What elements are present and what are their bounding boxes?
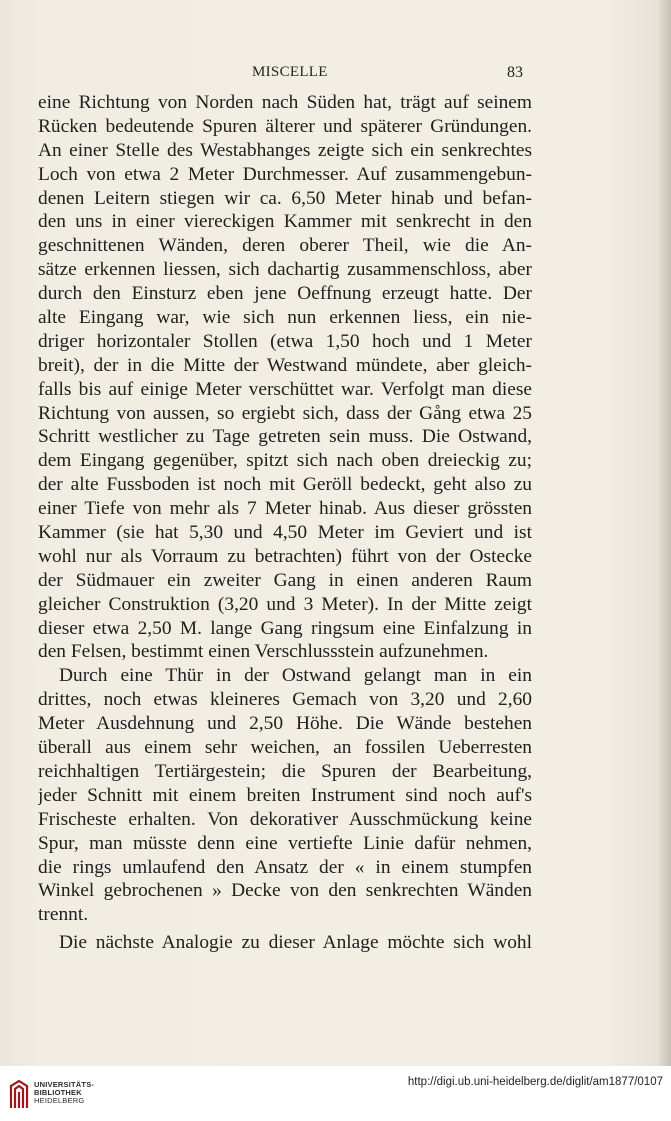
library-name-line: UNIVERSITÄTS-	[34, 1080, 95, 1089]
text-line: Durch eine Thür in der Ostwand gelangt man in ein	[59, 665, 532, 687]
digitization-footer	[0, 1066, 671, 1121]
text-line: sätze erkennen liessen, sich dachartig zusammenschloss, aber	[38, 259, 532, 281]
text-line: drittes, noch etwas kleineres Gemach von 3,20 und 2,60	[38, 689, 532, 711]
text-line: denen Leitern stiegen wir ca. 6,50 Meter hinab und befan-	[38, 187, 532, 209]
text-line: dieser etwa 2,50 M. lange Gang ringsum eine Einfalzung in	[38, 617, 532, 639]
text-line: Loch von etwa 2 Meter Durchmesser. Auf zusammengebun-	[38, 163, 532, 185]
text-line: Meter Ausdehnung und 2,50 Höhe. Die Wände bestehen	[38, 713, 532, 735]
text-line: reichhaltigen Tertiärgestein; die Spuren der Bearbeitung,	[38, 760, 532, 782]
text-line: Frischeste erhalten. Von dekorativer Ausschmückung keine	[38, 808, 532, 830]
text-line: driger horizontaler Stollen (etwa 1,50 hoch und 1 Meter	[38, 330, 532, 352]
text-line: einer Tiefe von mehr als 7 Meter hinab. Aus dieser grössten	[38, 498, 532, 520]
text-line: der Südmauer ein zweiter Gang in einen anderen Raum	[38, 569, 532, 591]
text-line: Die nächste Analogie zu dieser Anlage möchte sich wohl	[59, 932, 532, 954]
text-line: den Felsen, bestimmt einen Verschlussstein aufzunehmen.	[38, 641, 489, 663]
text-line: An einer Stelle des Westabhanges zeigte sich ein senkrechtes	[38, 139, 532, 161]
running-head: MISCELLE	[252, 64, 328, 80]
library-name	[34, 1081, 94, 1105]
text-line: Spur, man müsste denn eine vertiefte Linie dafür nehmen,	[38, 832, 532, 854]
text-line: Schritt westlicher zu Tage getreten sein muss. Die Ostwand,	[38, 426, 532, 448]
text-line: wohl nur als Vorraum zu betrachten) führt von der Ostecke	[38, 545, 532, 567]
text-line: Kammer (sie hat 5,30 und 4,50 Meter im Geviert und ist	[38, 522, 532, 544]
text-line: die rings umlaufend den Ansatz der « in einem stumpfen	[38, 856, 532, 878]
text-line: eine Richtung von Norden nach Süden hat, trägt auf seinem	[38, 92, 532, 113]
text-line: jeder Schnitt mit einem breiten Instrument sind noch auf's	[38, 784, 532, 806]
body-text	[38, 91, 532, 955]
text-line: durch den Einsturz eben jene Oeffnung erzeugt hatte. Der	[38, 283, 532, 305]
text-line: breit), der in die Mitte der Westwand mündete, aber gleich-	[38, 354, 532, 376]
text-line: der alte Fussboden ist noch mit Geröll bedeckt, geht also zu	[38, 474, 532, 496]
library-logo-icon	[8, 1078, 30, 1112]
text-line: den uns in einer viereckigen Kammer mit senkrecht in den	[38, 211, 532, 233]
text-line: Rücken bedeutende Spuren älterer und späterer Gründungen.	[38, 115, 532, 137]
library-name-line: HEIDELBERG	[34, 1096, 85, 1105]
text-line: trennt.	[38, 904, 89, 926]
permalink-url[interactable]: http://digi.ub.uni-heidelberg.de/diglit/am1877/0107	[407, 1076, 663, 1088]
text-line: dem Eingang gegenüber, spitzt sich nach oben dreieckig zu;	[38, 450, 532, 472]
page-header	[0, 64, 671, 84]
library-name-line: BIBLIOTHEK	[34, 1088, 82, 1097]
text-line: geschnittenen Wänden, deren oberer Theil, wie die An-	[38, 235, 532, 257]
page-number: 83	[507, 64, 523, 81]
text-line: Winkel gebrochenen » Decke von den senkrechten Wänden	[38, 880, 532, 902]
text-line: Richtung von aussen, so ergiebt sich, dass der Gång etwa 25	[38, 402, 532, 424]
text-line: falls bis auf einige Meter verschüttet war. Verfolgt man diese	[38, 378, 532, 400]
text-line: überall aus einem sehr weichen, an fossilen Ueberresten	[38, 737, 532, 759]
text-line: alte Eingang war, wie sich nun erkennen liess, ein nie-	[38, 307, 532, 329]
text-line: gleicher Construktion (3,20 und 3 Meter). In der Mitte zeigt	[38, 593, 532, 615]
